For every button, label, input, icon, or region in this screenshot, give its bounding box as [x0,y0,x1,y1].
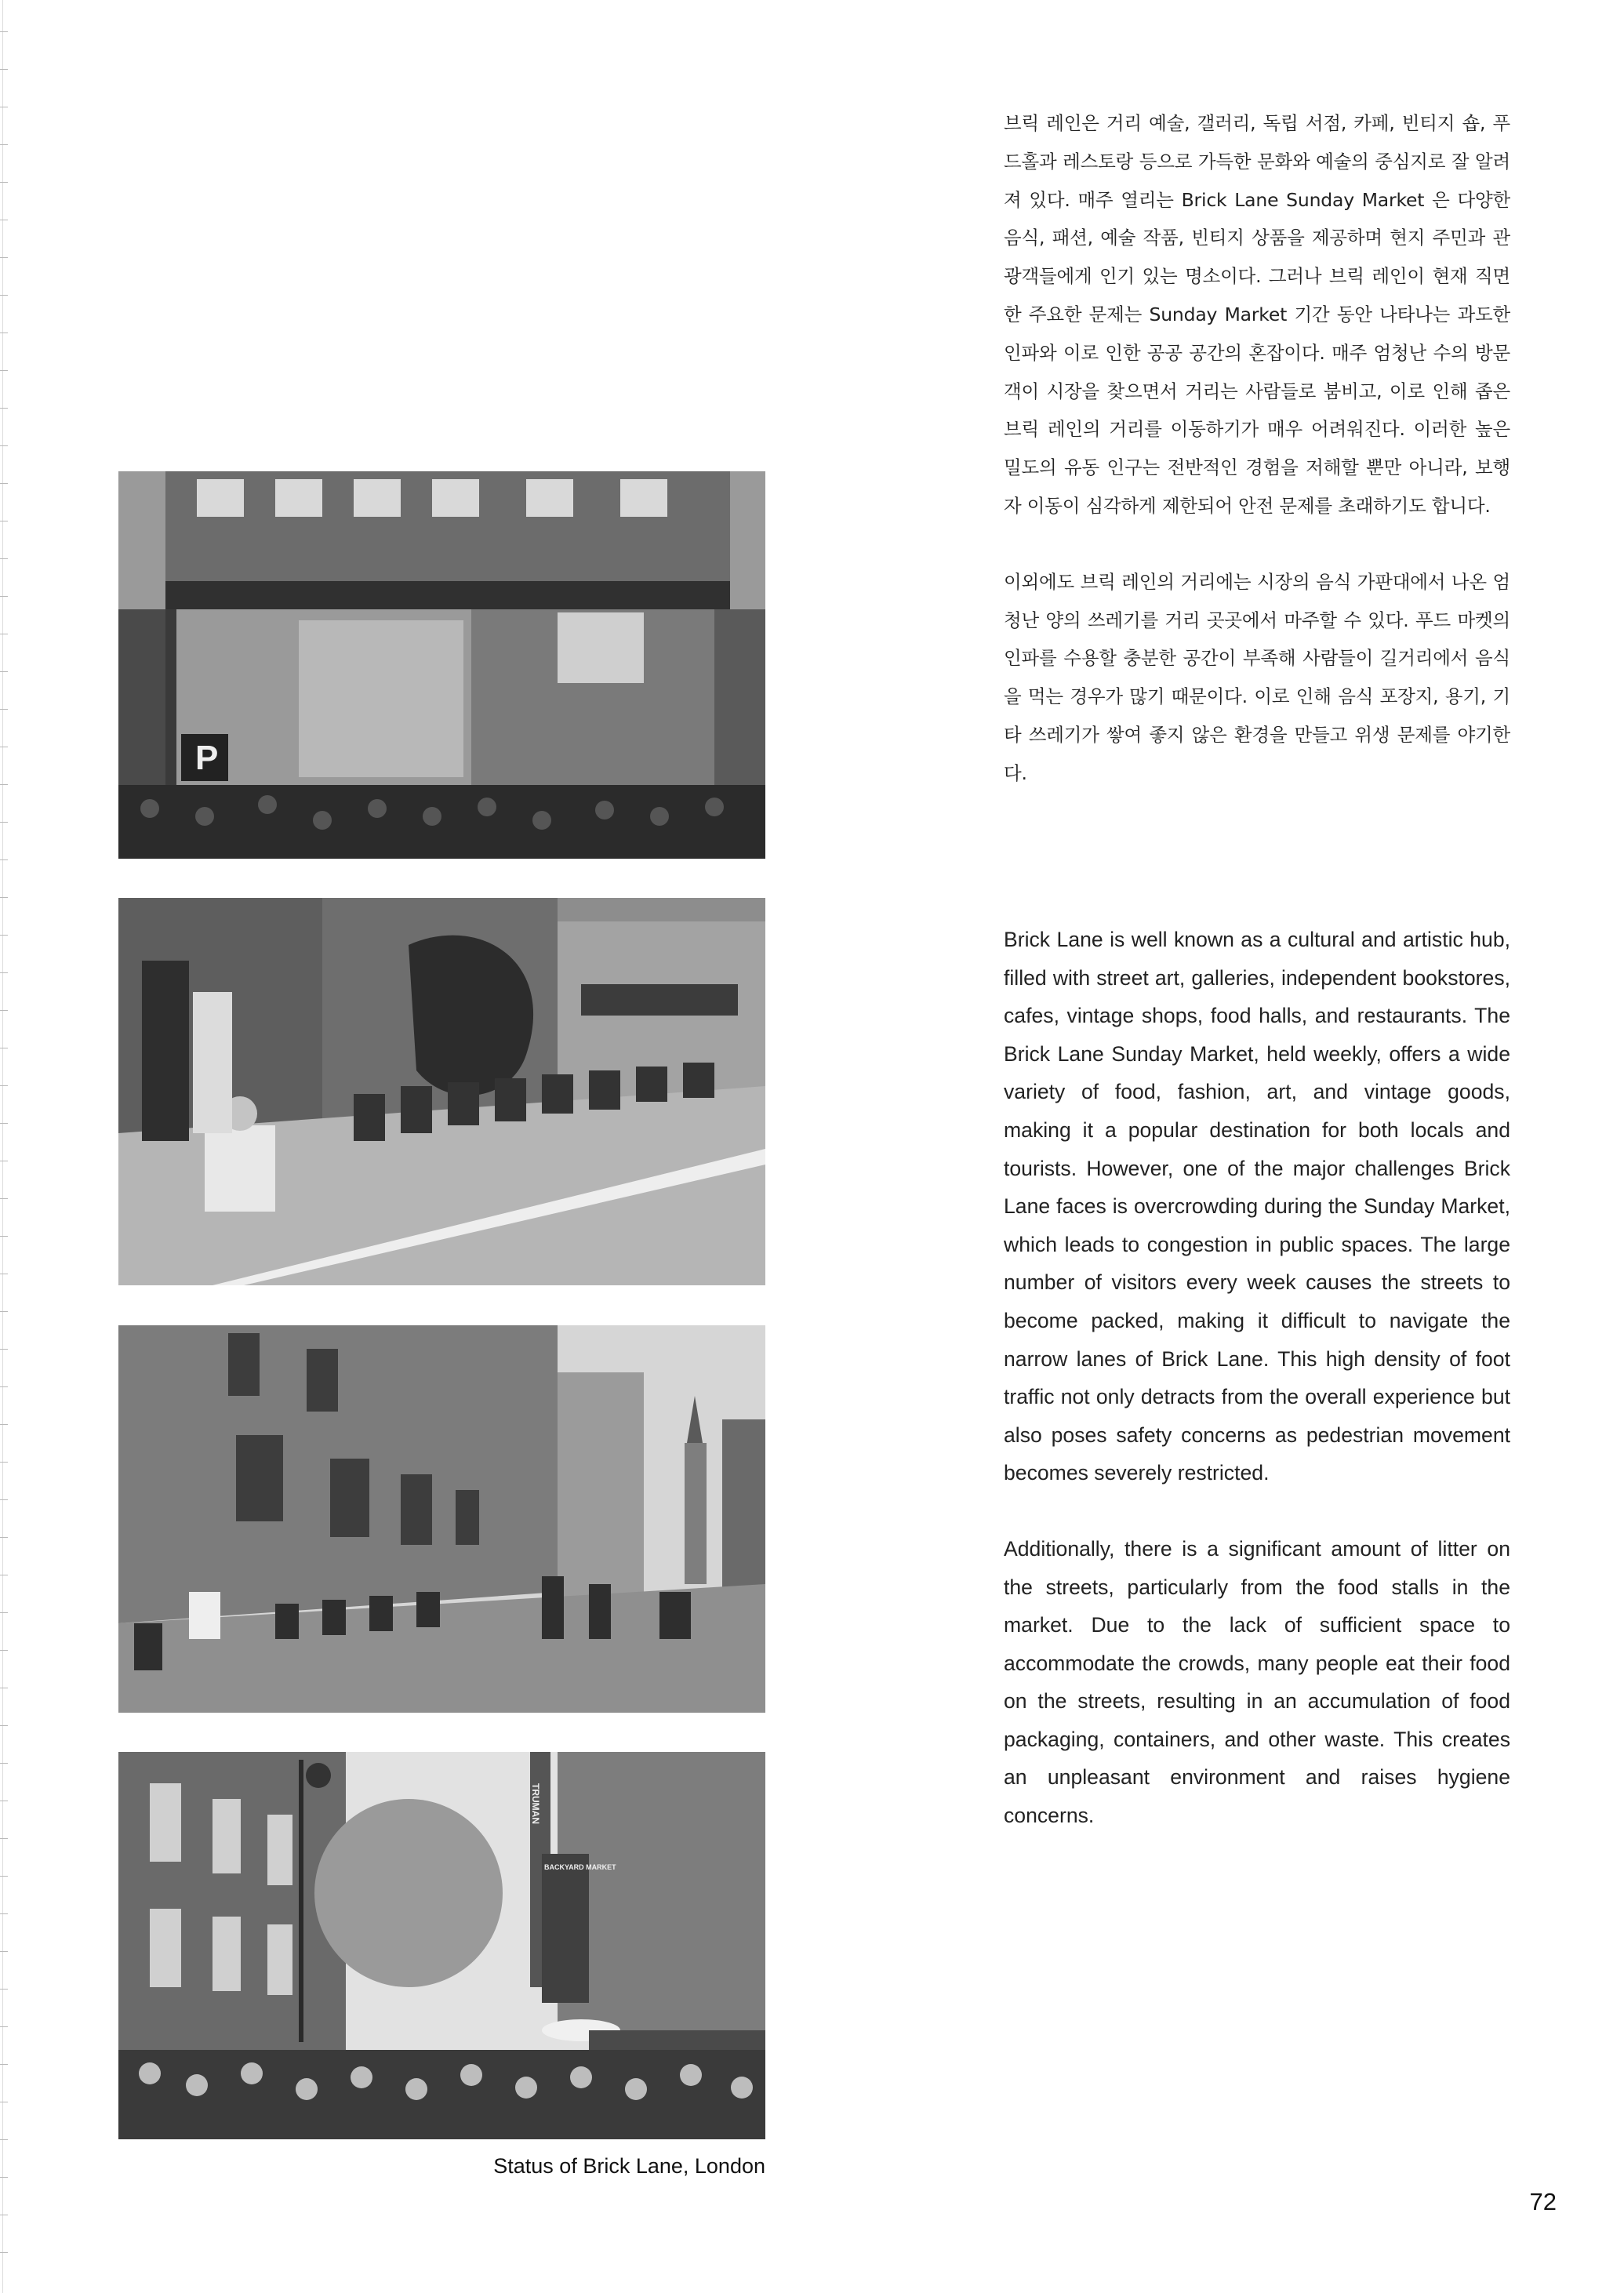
edge-tick [0,596,8,597]
page-edge-guides [0,0,11,2293]
edge-tick [0,295,8,296]
market-banner: BACKYARD MARKET [544,1863,616,1871]
edge-tick [0,1838,8,1839]
edge-tick [0,1311,8,1312]
edge-tick [0,1612,8,1613]
photo-3-illustration [118,1325,765,1713]
korean-text-block [1004,104,1510,830]
edge-tick [0,1424,8,1425]
edge-tick [0,1876,8,1877]
photo-crowded-street-under-bridge [118,471,765,859]
edge-tick [0,1386,8,1387]
edge-tick [0,1236,8,1237]
korean-paragraph-1: 브릭 레인은 거리 예술, 갤러리, 독립 서점, 카페, 빈티지 숍, 푸드홀과 레스토랑 등으로 가득한 문화와 예술의 중심지로 잘 알려져 있다. 매주 열리는 Brick Lane Sunday Market 은 다양한 음식, 패션, 예술 작품, 빈티지 상품을 제공하며 현지 주민과 관광객들에게 인기 있는 명소이다. 그러나 브릭 레인이 현재 직면한 주요한 문제는 Sunday Market 기간 동안 나타나는 과도한 인파와 이로 인한 공공 공간의 혼잡이다. 매주 엄청난 수의 방문객이 시장을 찾으면서 거리는 사람들로 붐비고, 이로 인해 좁은 브릭 레인의 거리를 이동하기가 매우 어려워진다. 이러한 높은 밀도의 유동 인구는 전반적인 경험을 저해할 뿐만 아니라, 보행자 이동이 심각하게 제한되어 안전 문제를 초래하기도 합니다. [1004,112,1510,517]
edge-tick [0,1650,8,1651]
edge-tick [0,2252,8,2253]
chimney-lettering: TRUMAN [530,1783,541,1824]
edge-tick [0,182,8,183]
edge-tick [0,972,8,973]
edge-tick [0,859,8,860]
photo-people-sitting-by-graffiti-wall [118,898,765,1285]
edge-tick [0,822,8,823]
english-paragraph-1: Brick Lane is well known as a cultural and artistic hub, filled with street art, galleries, independent bookstores, cafes, vintage shops, food halls, and restaurants. The Brick Lane Sunday Market, held weekly, offers a wide variety of food, fashion, art, and vintage goods, making it a popular destination for both locals and tourists. However, one of the major challenges Brick Lane faces is overcrowding during the Sunday Market, which leads to congestion in public spaces. The large number of visitors every week causes the streets to become packed, making it difficult to navigate the narrow lanes of Brick Lane. This high density of foot traffic not only detracts from the overall experience but also poses safety concerns as pedestrian movement becomes severely restricted. [1004,928,1510,1485]
edge-tick [0,1537,8,1538]
photo-4-illustration [118,1752,765,2139]
edge-tick [0,2177,8,2178]
page-number: 72 [1529,2188,1557,2215]
edge-tick [0,671,8,672]
edge-tick [0,257,8,258]
edge-tick [0,483,8,484]
edge-tick [0,1499,8,1500]
edge-tick [0,935,8,936]
edge-tick [0,558,8,559]
edge-tick [0,1989,8,1990]
edge-tick [0,897,8,898]
edge-tick [0,445,8,446]
english-paragraph-2: Additionally, there is a significant amount of litter on the streets, particularly from the food stalls in the market. Due to the lack of sufficient space to accommodate the crowds, many people eat their food on the streets, resulting in an accumulation of food packaging, containers, and other waste. This creates an unpleasant environment and raises hygiene concerns. [1004,1536,1510,1828]
edge-tick [0,31,8,32]
edge-tick [0,1763,8,1764]
edge-tick [0,370,8,371]
edge-tick [0,1951,8,1952]
edge-tick [0,408,8,409]
parking-sign: P [195,739,219,777]
edge-tick [0,784,8,785]
edge-tick [0,1462,8,1463]
photo-caption: Status of Brick Lane, London [493,2154,765,2178]
edge-tick [0,709,8,710]
edge-tick [0,144,8,145]
edge-tick [0,2026,8,2027]
photo-2-illustration [118,898,765,1285]
edge-tick [0,1010,8,1011]
edge-tick [0,2064,8,2065]
edge-tick [0,1725,8,1726]
english-text-block [1004,921,1510,1873]
korean-paragraph-2: 이외에도 브릭 레인의 거리에는 시장의 음식 가판대에서 나온 엄청난 양의 쓰레기를 거리 곳곳에서 마주할 수 있다. 푸드 마켓의 인파를 수용할 충분한 공간이 부족해 사람들이 길거리에서 음식을 먹는 경우가 많기 때문이다. 이로 인해 음식 포장지, 용기, 기타 쓰레기가 쌓여 좋지 않은 환경을 만들고 위생 문제를 야기한다. [1004,570,1510,784]
edge-tick [0,69,8,70]
edge-tick [0,1349,8,1350]
edge-line [2,0,3,2293]
edge-tick [0,1085,8,1086]
edge-tick [0,1913,8,1914]
edge-tick [0,1198,8,1199]
edge-tick [0,1123,8,1124]
photo-1-illustration [118,471,765,859]
photo-truman-chimney-market-crowd [118,1752,765,2139]
edge-tick [0,2139,8,2140]
photo-warehouse-street-with-spire [118,1325,765,1713]
